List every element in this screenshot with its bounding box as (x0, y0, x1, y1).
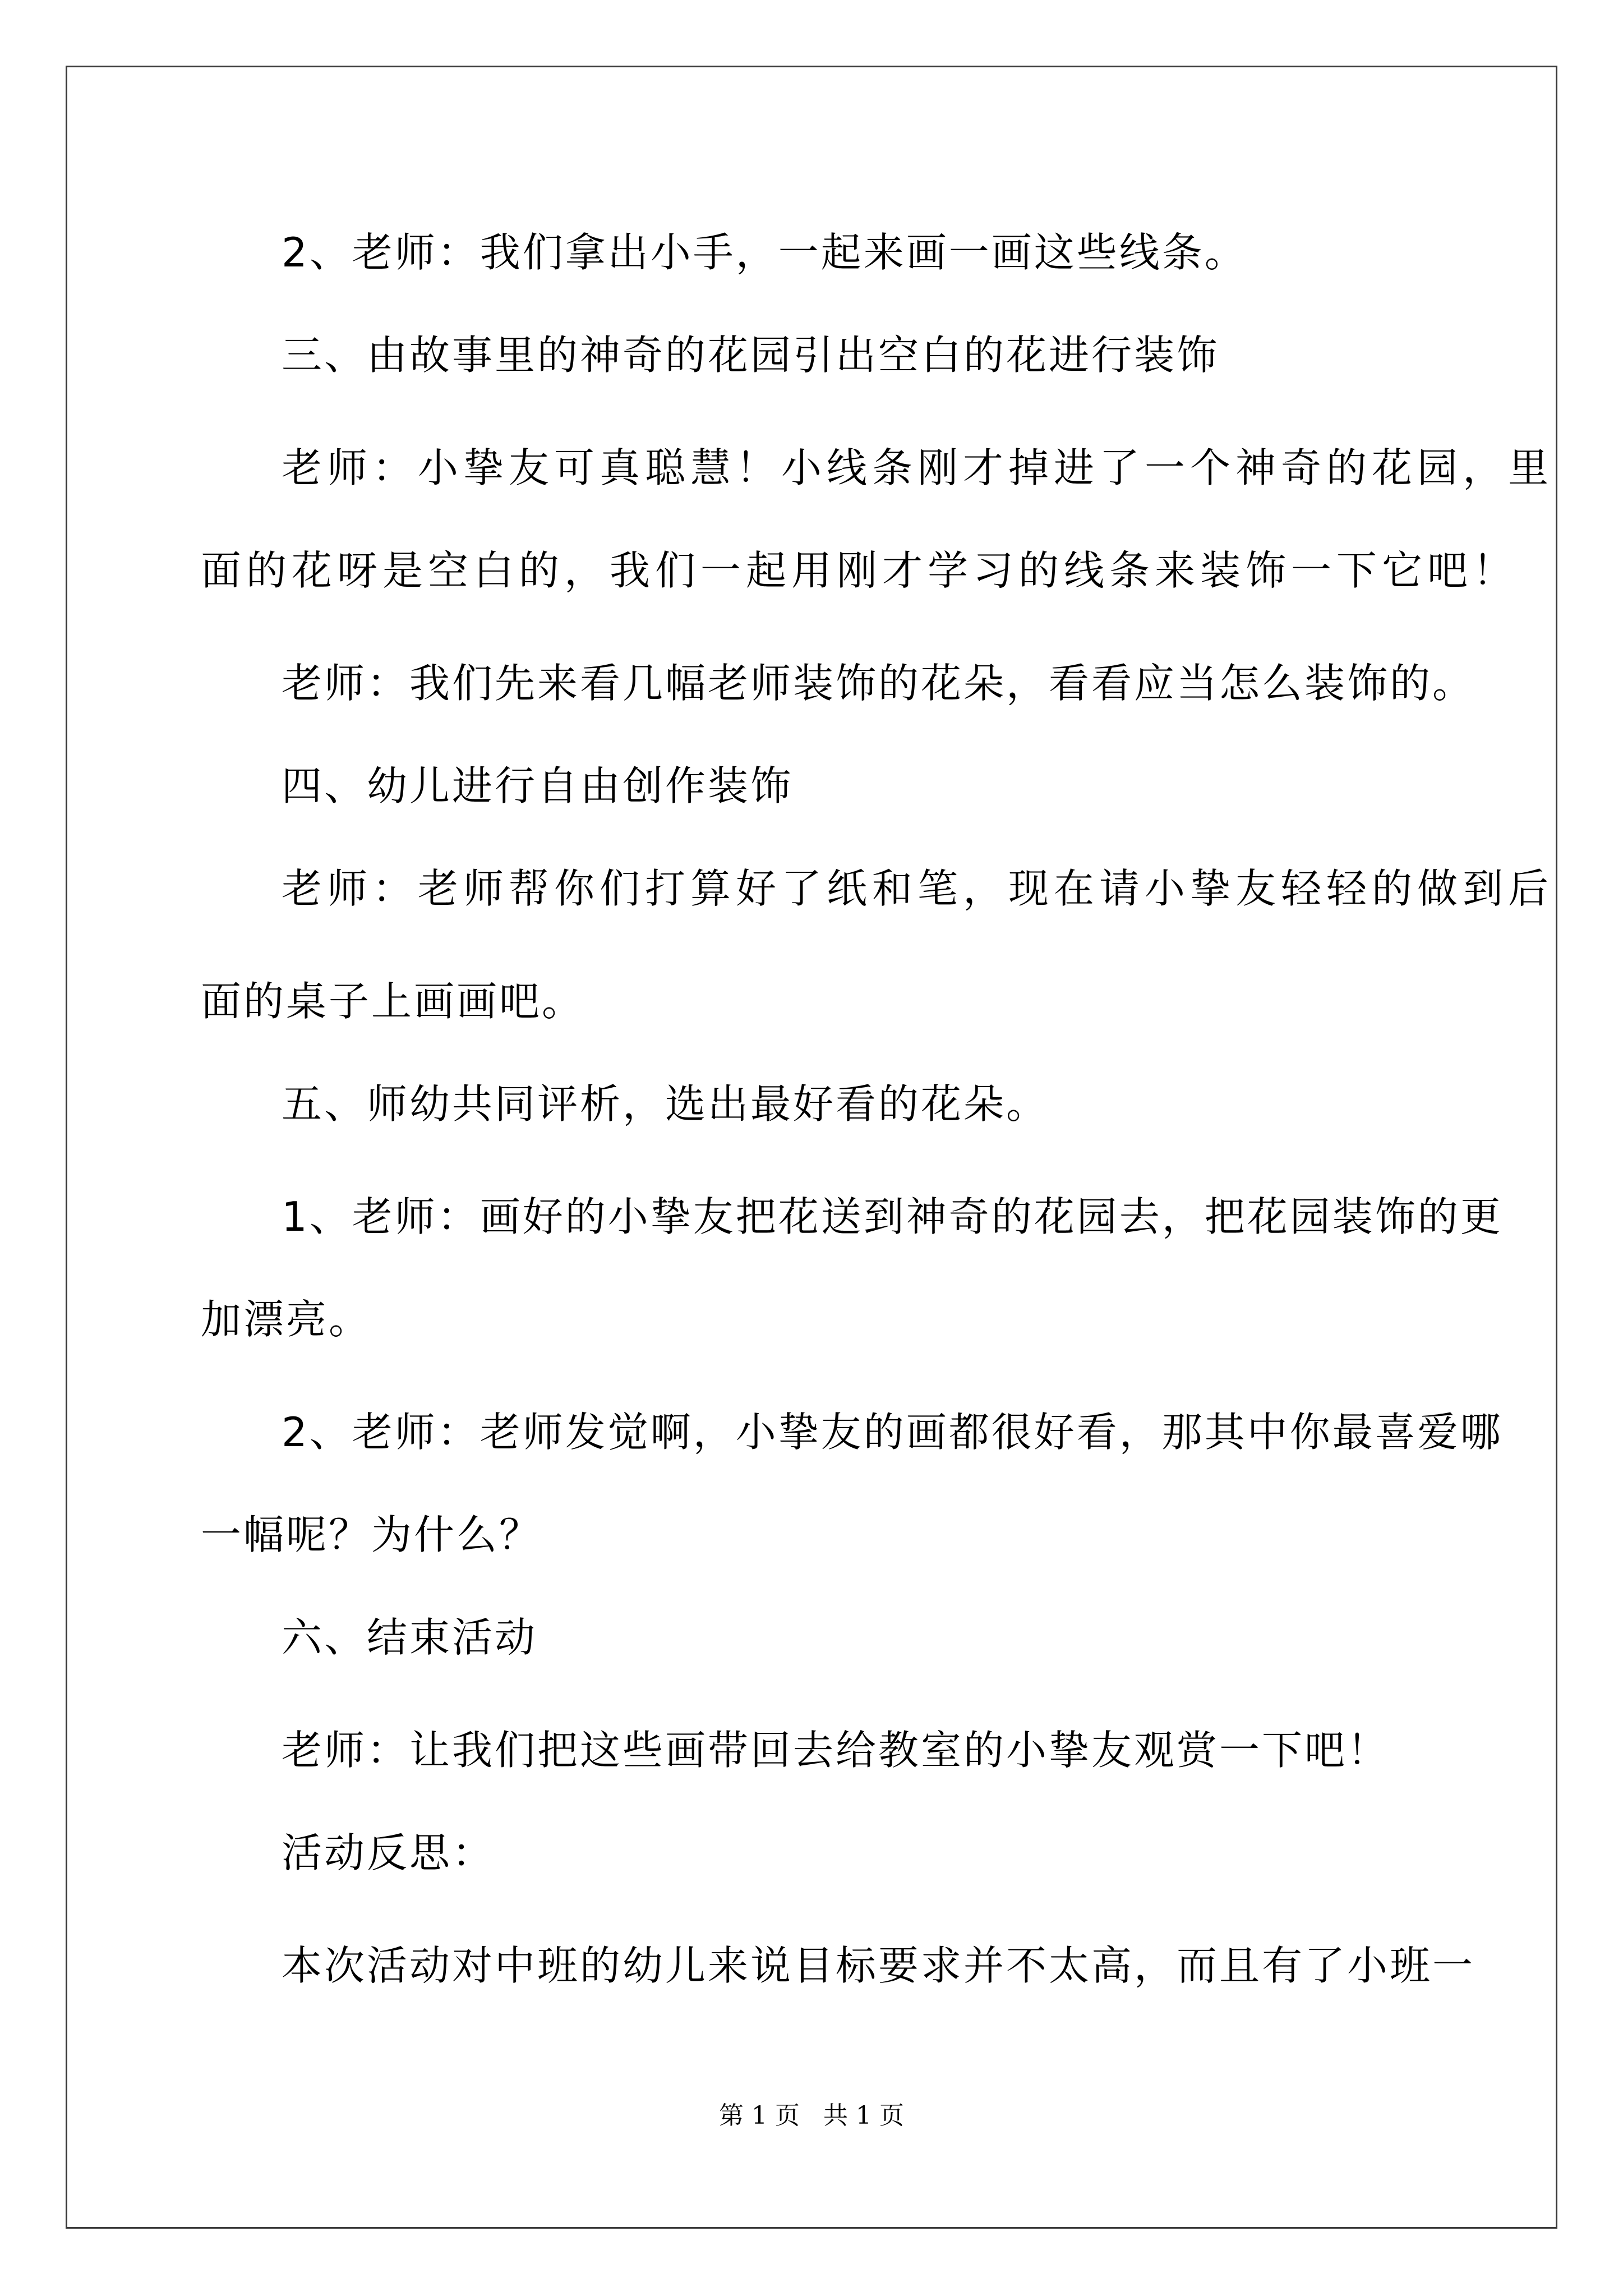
paragraph-line: 本次活动对中班的幼儿来说目标要求并不太高，而且有了小班一 (282, 1942, 1476, 1989)
section-heading: 活动反思： (282, 1829, 495, 1876)
section-heading: 五、师幼共同评析，选出最好看的花朵。 (282, 1080, 1049, 1128)
paragraph-line: 老师：小挚友可真聪慧！小线条刚才掉进了一个神奇的花园，里 (282, 444, 1554, 491)
paragraph-line: 2、老师：老师发觉啊，小挚友的画都很好看，那其中你最喜爱哪 (282, 1409, 1503, 1456)
paragraph-line: 老师：我们先来看几幅老师装饰的花朵，看看应当怎么装饰的。 (282, 660, 1476, 707)
paragraph-line: 一幅呢？为什么？ (201, 1511, 542, 1558)
paragraph-line: 面的桌子上画画吧。 (201, 978, 585, 1025)
paragraph-line: 老师：让我们把这些画带回去给教室的小挚友观赏一下吧！ (282, 1727, 1390, 1774)
paragraph-line: 面的花呀是空白的，我们一起用刚才学习的线条来装饰一下它吧！ (201, 547, 1519, 594)
section-heading: 四、幼儿进行自由创作装饰 (282, 762, 794, 809)
page-number: 第 1 页 共 1 页 (719, 2101, 904, 2130)
paragraph-line: 加漂亮。 (201, 1296, 372, 1343)
paragraph-line: 1、老师：画好的小挚友把花送到神奇的花园去，把花园装饰的更 (282, 1193, 1503, 1240)
paragraph-line: 老师：老师帮你们打算好了纸和笔，现在请小挚友轻轻的做到后 (282, 865, 1554, 912)
section-heading: 三、由故事里的神奇的花园引出空白的花进行装饰 (282, 332, 1220, 379)
section-heading: 六、结束活动 (282, 1614, 538, 1661)
paragraph-line: 2、老师：我们拿出小手，一起来画一画这些线条。 (282, 229, 1247, 276)
